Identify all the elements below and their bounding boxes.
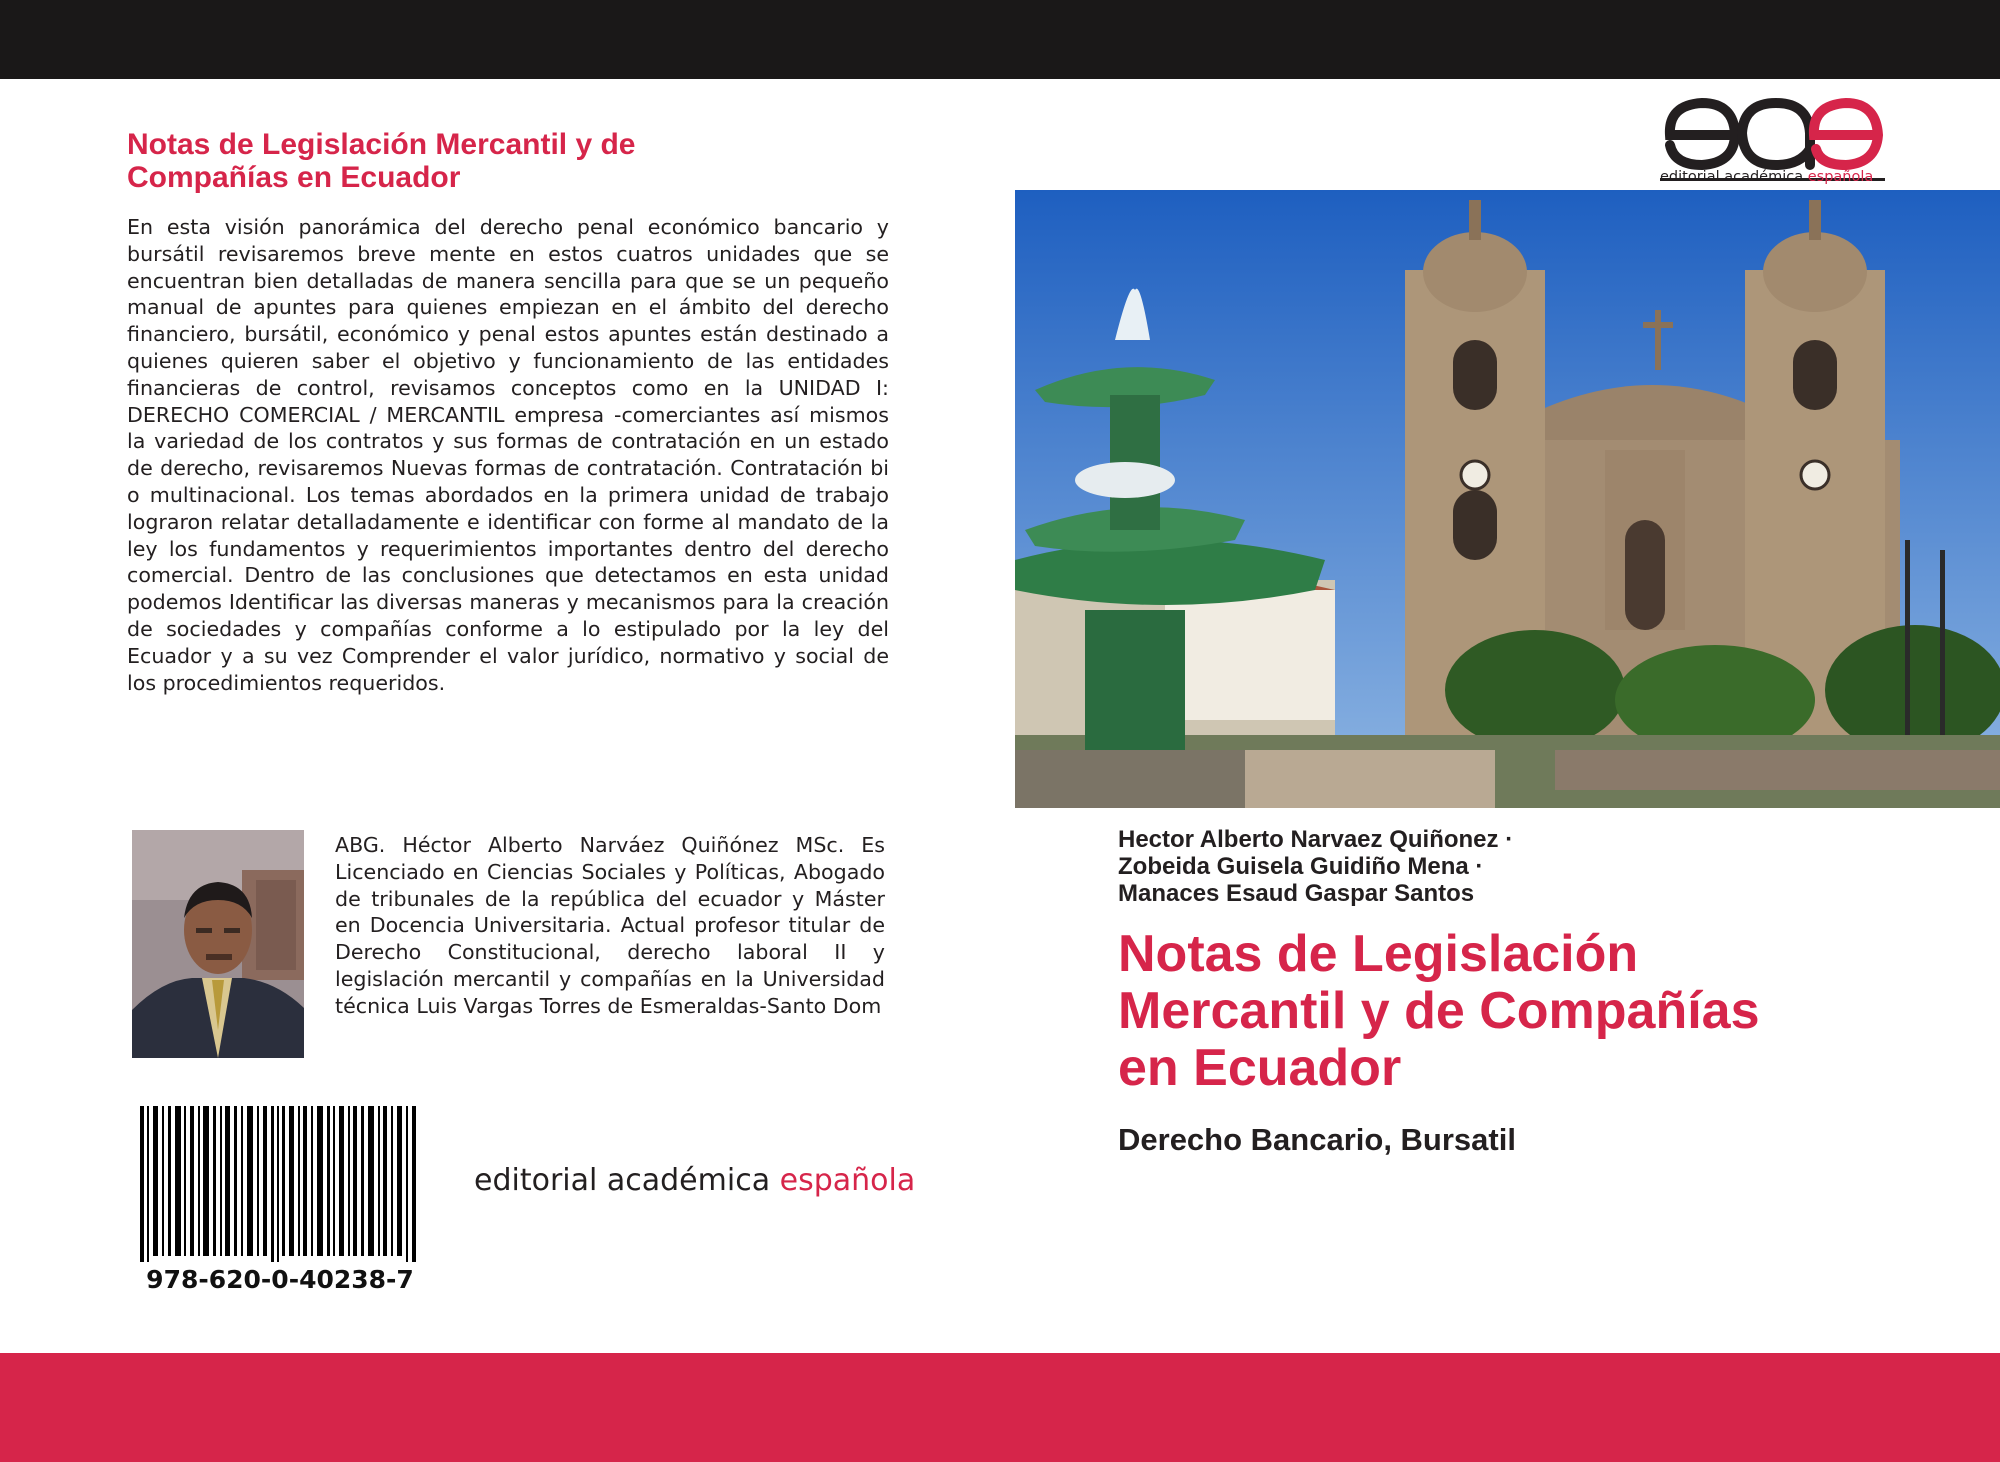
back-title-line-2: Compañías en Ecuador	[127, 161, 461, 194]
logo-text-accent: española	[1807, 169, 1874, 185]
bottom-red-band	[0, 1353, 2000, 1462]
author-1: Hector Alberto Narvaez Quiñonez ·	[1118, 826, 1514, 853]
front-title-line-1: Notas de Legislación	[1118, 925, 1639, 983]
front-cover-title	[1118, 926, 1978, 1097]
isbn-number: 978-620-0-40238-7	[146, 1265, 414, 1294]
back-cover-title	[127, 128, 767, 194]
publisher-main-text: editorial académica	[474, 1163, 780, 1198]
author-photo	[132, 830, 304, 1058]
back-publisher-name	[474, 1163, 915, 1198]
top-black-band	[0, 0, 2000, 79]
cover-photo-cathedral	[1015, 190, 2000, 808]
back-title-line-1: Notas de Legislación Mercantil y de	[127, 128, 636, 161]
front-title-line-2: Mercantil y de Compañías	[1118, 982, 1760, 1040]
logo-caption	[1660, 169, 1885, 185]
front-cover-subtitle: Derecho Bancario, Bursatil	[1118, 1122, 1516, 1157]
author-list	[1118, 826, 1818, 907]
author-3: Manaces Esaud Gaspar Santos	[1118, 880, 1475, 907]
logo-text-main: editorial académica	[1660, 169, 1808, 185]
barcode	[140, 1106, 420, 1262]
publisher-accent-text: española	[779, 1163, 916, 1198]
book-blurb: En esta visión panorámica del derecho penal económico bancario y bursátil revisaremos breve mente en estos cuatros unidades que se encuentran bien detalladas de manera sencilla para que se un pequeño manual de apuntes para quienes empiezan en el ámbito del derecho financiero, bursátil, económico y penal estos apuntes están destinado a quienes quieren saber el objetivo y funcionamiento de las entidades financieras de control, revisamos conceptos como en la UNIDAD I: DERECHO COMERCIAL / MERCANTIL empresa -comerciantes así mismos la variedad de los contratos y sus formas de contratación en un estado de derecho, revisaremos Nuevas formas de contratación. Contratación bi o multinacional. Los temas abordados en la primera unidad de trabajo lograron relatar detalladamente e identificar con forme al mandato de la ley los fundamentos y requerimientos importantes dentro del derecho comercial. Dentro de las conclusiones que detectamos en esta unidad podemos Identificar las diversas maneras y mecanismos para la creación de sociedades y compañías conforme a lo estipulado por la ley del Ecuador y a su vez Comprender el valor jurídico, normativo y social de los procedimientos requeridos.	[127, 215, 889, 695]
author-bio: ABG. Héctor Alberto Narváez Quiñónez MSc. Es Licenciado en Ciencias Sociales y Políticas, Abogado de tribunales de la república del ecuador y Máster en Docencia Universitaria. Actual profesor titular de Derecho Constitucional, derecho laboral II y legislación mercantil y compañías en la Universidad técnica Luis Vargas Torres de Esmeraldas-Santo Dom	[335, 833, 885, 1018]
author-2: Zobeida Guisela Guidiño Mena ·	[1118, 853, 1484, 880]
front-title-line-3: en Ecuador	[1118, 1039, 1402, 1097]
